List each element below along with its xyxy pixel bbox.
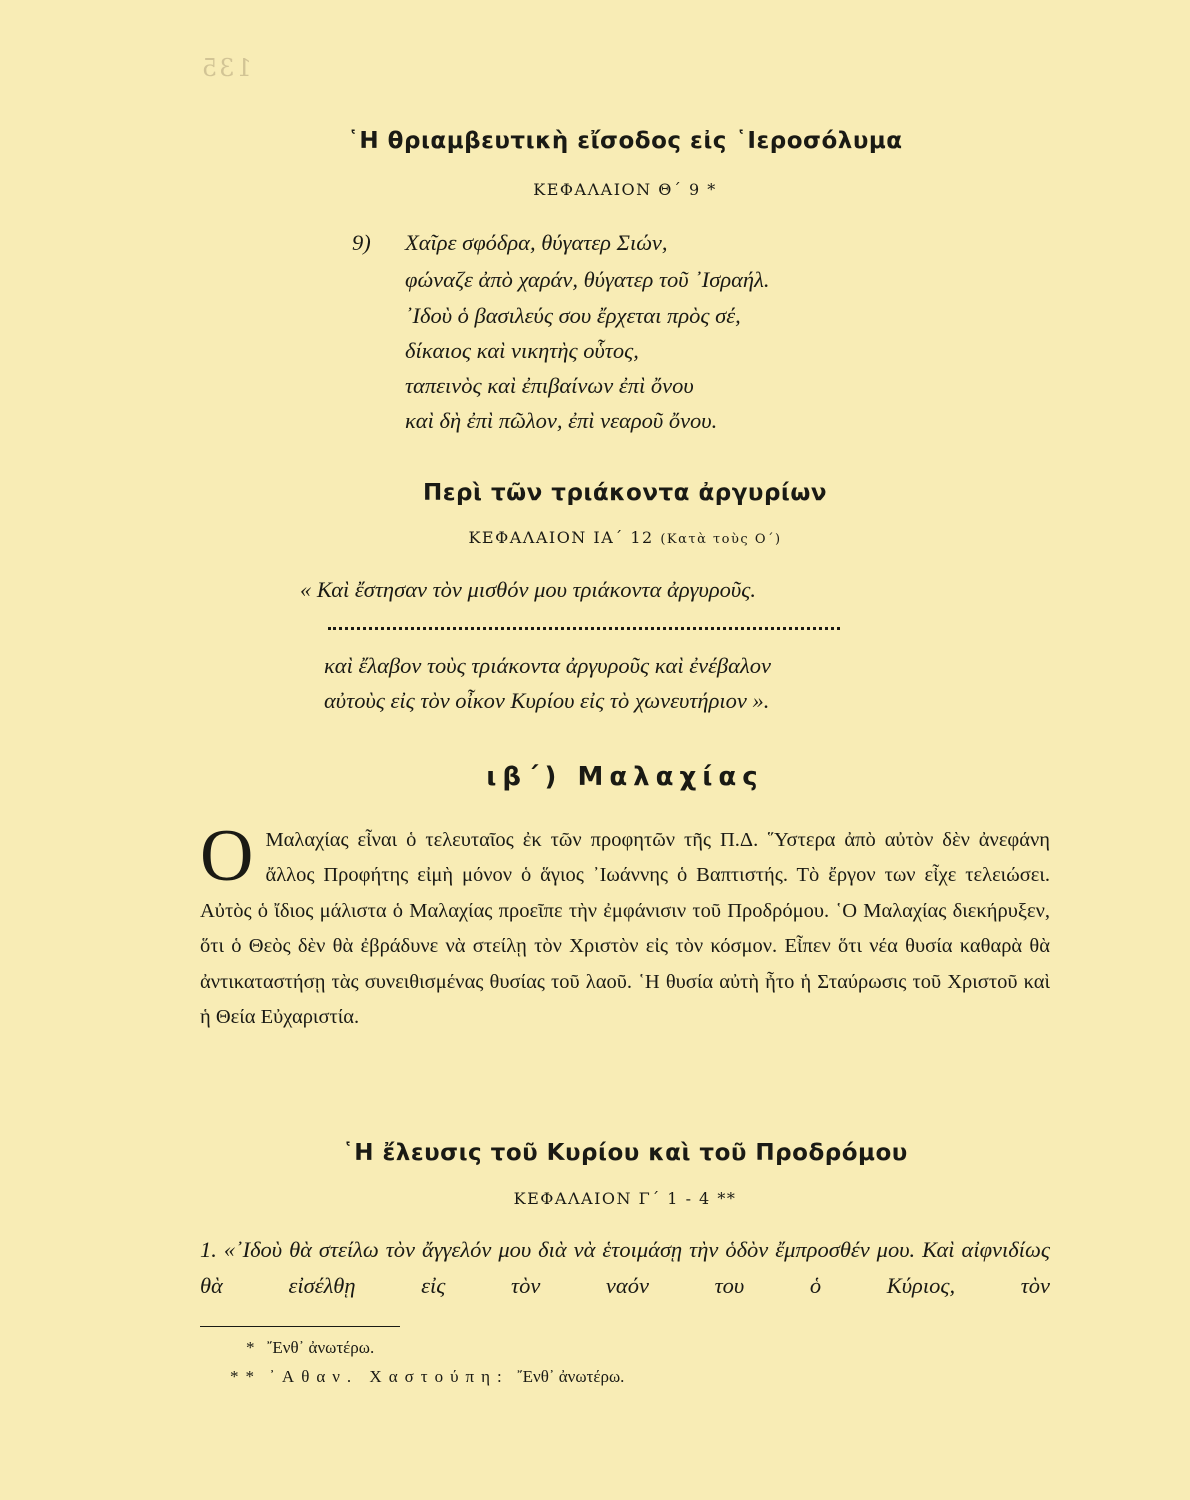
quote-line: αὐτοὺς εἰς τὸν οἶκον Κυρίου εἰς τὸ χωνευτήριον ». <box>324 688 770 713</box>
malachi-paragraph <box>200 815 1050 1035</box>
heading-triumphal-entry: ῾Η θριαμβευτικὴ εἴσοδος εἰς ῾Ιεροσόλυμα <box>347 128 903 154</box>
footnote-rule <box>200 1326 400 1327</box>
heading-coming-of-lord: ῾Η ἔλευσις τοῦ Κυρίου καὶ τοῦ Προδρόμου <box>342 1140 908 1166</box>
footnote-2 <box>230 1367 624 1387</box>
quote-line: « Καὶ ἔστησαν τὸν μισθόν μου τριάκοντα ἀργυροῦς. <box>300 577 756 602</box>
chapter-ref-3: ΚΕΦΑΛΑΙΟΝ Γ΄ 1 - 4 ** <box>513 1189 737 1208</box>
footnote-mark: * <box>246 1338 255 1357</box>
passage-text: 1. «᾿Ιδοὺ θὰ στείλω τὸν ἄγγελόν μου διὰ νὰ ἑτοιμάσῃ τὴν ὁδὸν ἔμπροσθέν μου. Καὶ αἰφνιδίως θὰ εἰσέλθῃ εἰς τὸν ναόν του ὁ Κύριος, τὸν <box>200 1237 1050 1298</box>
heading-thirty-silver: Περὶ τῶν τριάκοντα ἀργυρίων <box>422 480 828 506</box>
chapter-ref-11 <box>200 528 1050 547</box>
ellipsis-divider <box>328 617 840 630</box>
paragraph-text: Μαλαχίας εἶναι ὁ τελευταῖος ἐκ τῶν προφητῶν τῆς Π.Δ. ῞Υστερα ἀπὸ αὐτὸν δὲν ἀνεφάνη ἄλλος Προφήτης εἰμὴ μόνον ὁ ἅγιος ᾿Ιωάννης ὁ Βαπτιστής. Τὸ ἔργον των εἶχε τελειώσει. Αὐτὸς ὁ ἴδιος μάλιστα ὁ Μαλαχίας προεῖπε τὴν ἐμφάνισιν τοῦ Προδρόμου. ῾Ο Μαλαχίας διεκήρυξεν, ὅτι ὁ Θεὸς δὲν θὰ ἐβράδυνε νὰ στείλῃ τὸν Χριστὸν εἰς τὸν κόσμον. Εἶπεν ὅτι νέα θυσία καθαρὰ θὰ ἀντικαταστήσῃ τὰς συνειθισμένας θυσίας τοῦ λαοῦ. ῾Η θυσία αὐτὴ ἦτο ἡ Σταύρωσις τοῦ Χριστοῦ καὶ ἡ Θεία Εὐχαριστία. <box>200 829 1050 1029</box>
heading-malachi: ιβ΄) Μαλαχίας <box>486 762 764 792</box>
footnote-text: ῎Ενθ᾿ ἀνωτέρω. <box>266 1338 375 1357</box>
verse-line: Χαῖρε σφόδρα, θύγατερ Σιών, <box>405 230 668 255</box>
chapter-ref-9: ΚΕΦΑΛΑΙΟΝ Θ΄ 9 * <box>533 180 717 199</box>
page-number: 135 <box>200 54 252 82</box>
verse-line: καὶ δὴ ἐπὶ πῶλον, ἐπὶ νεαροῦ ὄνου. <box>405 408 718 433</box>
verse-line: ταπεινὸς καὶ ἐπιβαίνων ἐπὶ ὄνου <box>405 373 694 398</box>
chapter-ref-11-text: ΚΕΦΑΛΑΙΟΝ ΙΑ΄ 12 <box>468 528 654 547</box>
verse-number: 9) <box>352 230 371 255</box>
chapter-ref-11-note: (Κατὰ τοὺς Ο΄) <box>660 532 782 547</box>
footnote-text: ῎Ενθ᾿ ἀνωτέρω. <box>516 1367 625 1386</box>
verse-line: ᾿Ιδοὺ ὁ βασιλεύς σου ἔρχεται πρὸς σέ, <box>405 303 741 328</box>
drop-cap: Ο <box>200 815 254 897</box>
footnote-1 <box>246 1338 374 1358</box>
footnote-mark: ** <box>230 1367 261 1386</box>
verse-line: φώναζε ἀπὸ χαράν, θύγατερ τοῦ ᾿Ισραήλ. <box>405 267 770 292</box>
quote-line: καὶ ἔλαβον τοὺς τριάκοντα ἀργυροῦς καὶ ἐνέβαλον <box>324 653 771 678</box>
verse-line: δίκαιος καὶ νικητὴς οὗτος, <box>405 338 639 363</box>
footnote-author: ᾿Αθαν. Χαστούπη: <box>269 1367 509 1386</box>
